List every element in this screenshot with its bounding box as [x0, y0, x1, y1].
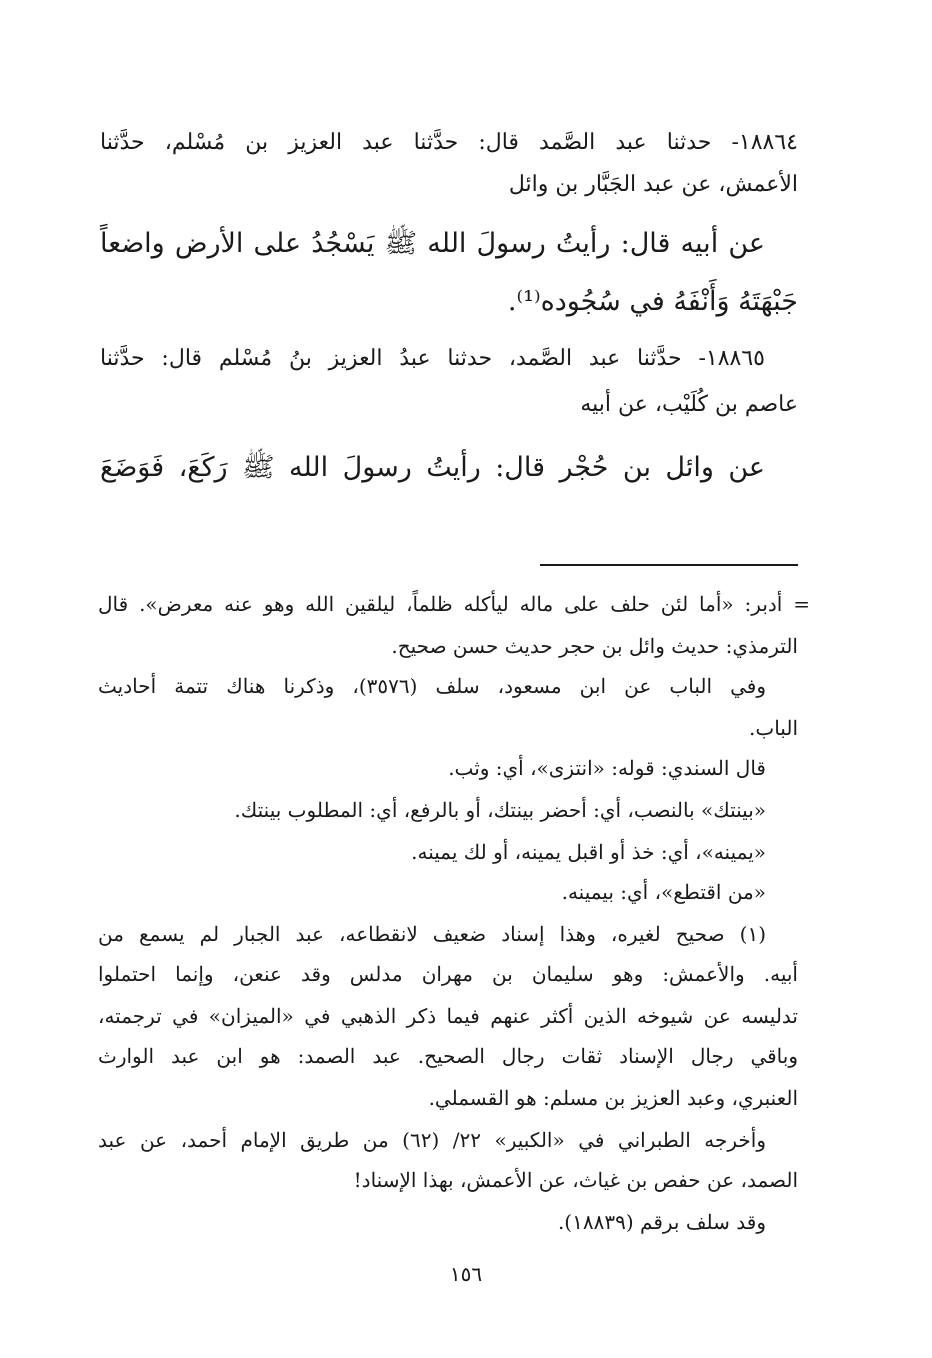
- footnote-line: الترمذي: حديث وائل بن حجر حديث حسن صحيح.: [391, 634, 798, 658]
- footnote-line: (١) صحيح لغيره، وهذا إسناد ضعيف لانقطاعه، عبد الجبار لم يسمع من: [98, 922, 766, 946]
- hadith-18865-isnad-line-2: عاصم بن كُلَيْب، عن أبيه: [580, 392, 798, 417]
- hadith-18864-isnad-line-1: ١٨٨٦٤- حدثنا عبد الصَّمد قال: حدَّثنا عبد العزيز بن مُسْلم، حدَّثنا: [100, 130, 798, 155]
- hadith-18865-matn-line-1: عن وائل بن حُجْر قال: رأيتُ رسولَ الله ﷺ رَكَعَ، فَوَضَعَ: [100, 452, 765, 483]
- footnote-separator: [540, 564, 798, 566]
- footnote-line: تدليسه عن شيوخه الذين أكثر عنهم فيما ذكر الذهبي في «الميزان» في ترجمته،: [98, 1004, 798, 1028]
- footnote-line: وفي الباب عن ابن مسعود، سلف (٣٥٧٦)، وذكرنا هناك تتمة أحاديث: [98, 674, 766, 698]
- footnote-line: وقد سلف برقم (١٨٨٣٩).: [557, 1210, 766, 1234]
- footnote-line: «يمينه»، أي: خذ أو اقبل يمينه، أو لك يمينه.: [411, 840, 766, 864]
- footnote-line: وباقي رجال الإسناد ثقات رجال الصحيح. عبد الصمد: هو ابن عبد الوارث: [98, 1044, 798, 1068]
- footnote-line: = أدبر: «أما لئن حلف على ماله ليأكله ظلماً، ليلقين الله وهو عنه معرض». قال: [98, 592, 810, 616]
- hadith-18864-matn-line-2: جَبْهَتَهُ وَأَنْفَهُ في سُجُوده⁽¹⁾.: [507, 286, 798, 317]
- footnote-line: العنبري، وعبد العزيز بن مسلم: هو القسملي.: [428, 1086, 798, 1110]
- hadith-18864-isnad-line-2: الأعمش، عن عبد الجَبَّار بن وائل: [508, 172, 798, 197]
- footnote-line: قال السندي: قوله: «انتزى»، أي: وثب.: [448, 756, 766, 780]
- hadith-18865-isnad-line-1: ١٨٨٦٥- حدَّثنا عبد الصَّمد، حدثنا عبدُ العزيز بنُ مُسْلم قال: حدَّثنا: [100, 346, 765, 371]
- footnote-line: الصمد، عن حفص بن غياث، عن الأعمش، بهذا الإسناد!: [353, 1168, 798, 1192]
- page-number: ١٥٦: [449, 1262, 483, 1286]
- footnote-line: «بينتك» بالنصب، أي: أحضر بينتك، أو بالرفع، أي: المطلوب بينتك.: [234, 798, 766, 822]
- footnote-line: «من اقتطع»، أي: بيمينه.: [561, 880, 766, 904]
- footnote-line: الباب.: [749, 716, 798, 740]
- hadith-18864-matn-line-1: عن أبيه قال: رأيتُ رسولَ الله ﷺ يَسْجُدُ على الأرض واضعاً: [100, 228, 765, 259]
- footnote-line: وأخرجه الطبراني في «الكبير» ٢٢/ (٦٢) من طريق الإمام أحمد، عن عبد: [98, 1128, 766, 1152]
- footnote-line: أبيه. والأعمش: وهو سليمان بن مهران مدلس وقد عنعن، وإنما احتملوا: [98, 962, 798, 986]
